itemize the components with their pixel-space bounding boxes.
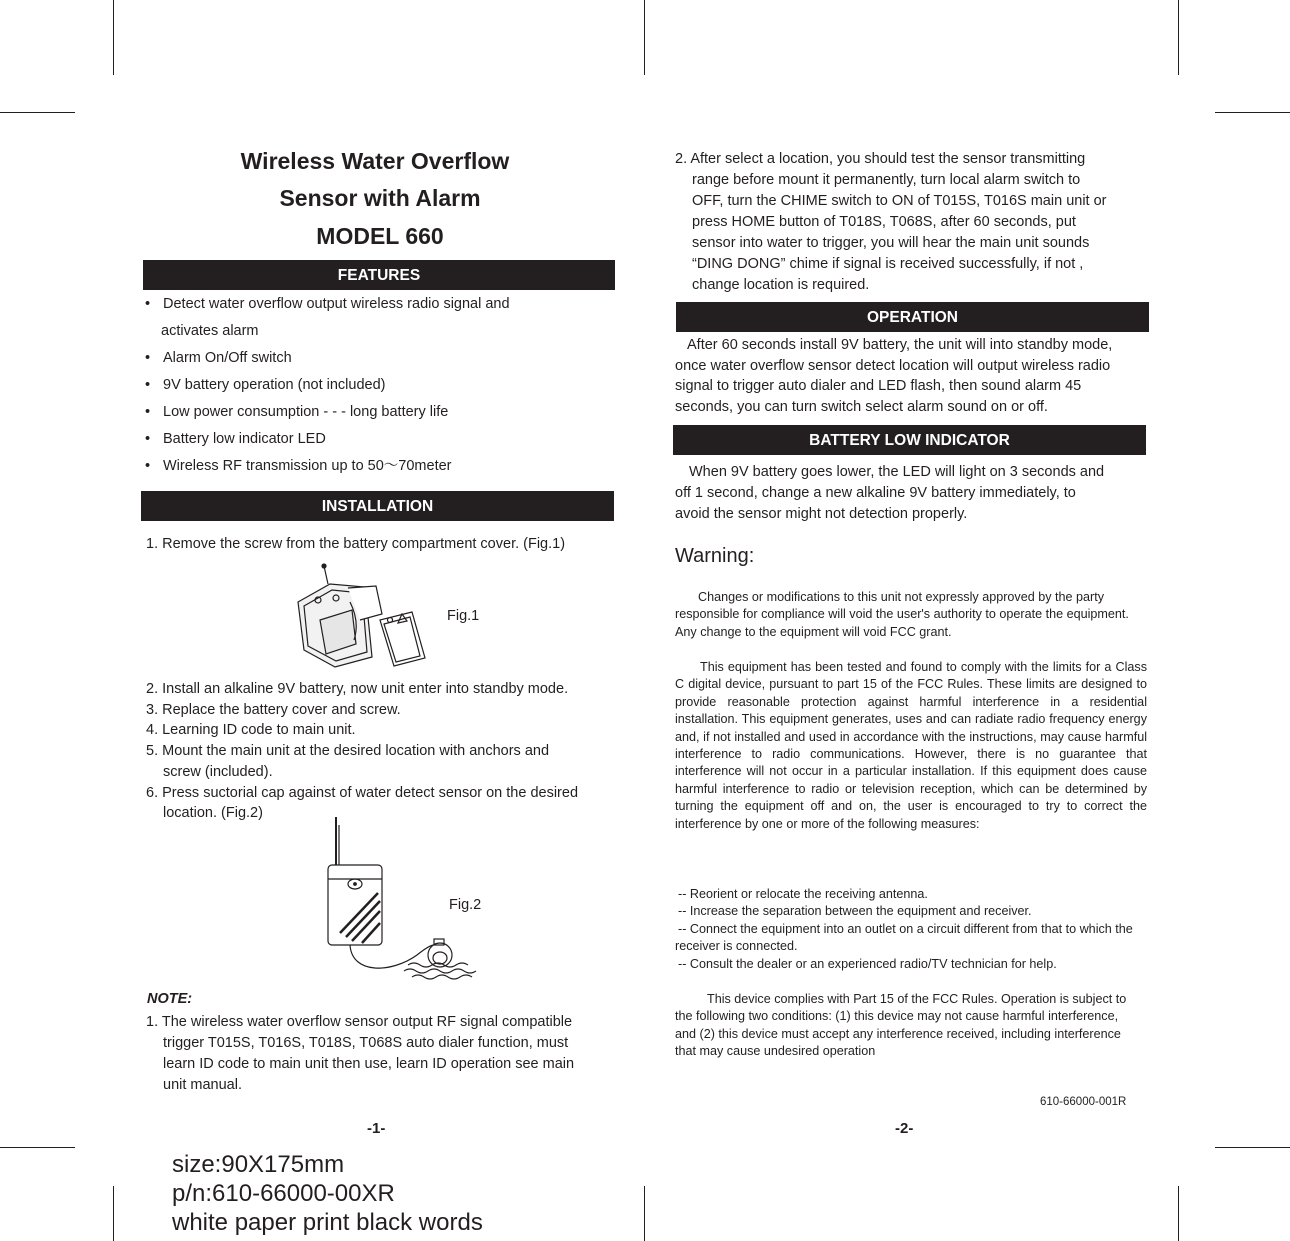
warning-paragraph-3: This device complies with Part 15 of the FCC Rules. Operation is subject to the following two conditions: (1) this device may not cause harmful interference, and (2) this device must accept any interference received, including interference that may cause undesired operation (675, 992, 1127, 1059)
installation-step: 6. Press suctorial cap against of water detect sensor on the desired (146, 784, 579, 801)
step2-line: sensor into water to trigger, you will hear the main unit sounds (692, 235, 1090, 251)
installation-step: 3. Replace the battery cover and screw. (146, 701, 401, 718)
fig1-battery-illustration (290, 562, 440, 672)
crop-mark (1215, 112, 1290, 113)
note-line: learn ID code to main unit then use, learn ID operation see main (163, 1056, 575, 1072)
operation-header: OPERATION (676, 302, 1149, 332)
operation-body (675, 335, 1155, 417)
crop-mark (0, 112, 75, 113)
step2-line: “DING DONG” chime if signal is received successfully, if not , (692, 256, 1084, 272)
feature-item: • Low power consumption - - - long battery life (145, 404, 449, 420)
operation-line: signal to trigger auto dialer and LED flash, then sound alarm 45 (675, 378, 1082, 394)
page-number-1: -1- (367, 1120, 386, 1137)
doc-title-line-3: MODEL 660 (316, 223, 444, 249)
installation-step: 4. Learning ID code to main unit. (146, 722, 356, 739)
installation-step: location. (Fig.2) (163, 805, 263, 822)
note-line: 1. The wireless water overflow sensor output RF signal compatible (146, 1014, 573, 1030)
step2-line: range before mount it permanently, turn local alarm switch to (692, 172, 1081, 188)
operation-line: once water overflow sensor detect location will output wireless radio (675, 357, 1111, 374)
measure-item: -- Consult the dealer or an experienced radio/TV technician for help. (678, 956, 1057, 971)
note-body (146, 1012, 621, 1096)
features-list (145, 294, 510, 483)
warning-heading: Warning: (675, 545, 755, 567)
measure-item: -- Connect the equipment into an outlet on a circuit different from that to which the receiver is connected. (675, 921, 1133, 954)
crop-mark (113, 1186, 114, 1241)
measure-item: -- Increase the separation between the equipment and receiver. (678, 904, 1032, 919)
installation-step: screw (included). (163, 763, 273, 780)
step2-line: press HOME button of T018S, T068S, after 60 seconds, put (692, 214, 1076, 230)
operation-line: seconds, you can turn switch select alarm sound on or off. (675, 398, 1048, 415)
print-spec (172, 1150, 483, 1237)
battery-line: off 1 second, change a new alkaline 9V battery immediately, to (675, 485, 1076, 501)
note-line: unit manual. (163, 1077, 242, 1093)
warning-paragraph-1: Changes or modifications to this unit not expressly approved by the party responsible for compliance will void the user's authority to operate the equipment. Any change to the equipment will void FCC grant. (675, 590, 1129, 639)
step2-line: change location is required. (692, 277, 870, 293)
feature-item: • 9V battery operation (not included) (145, 377, 386, 393)
page-number-2: -2- (895, 1120, 914, 1137)
warning-paragraph-2: This equipment has been tested and found to comply with the limits for a Class C digital device, pursuant to part 15 of the FCC Rules. These limits are designed to provide reasonable protection against harmful interference in a residential installation. This equipment generates, uses and can radiate radio frequency energy and, if not installed and used in accordance with the instructions, may cause harmful interference to radio communications. However, there is no guarantee that interference will not occur in a particular installation. If this equipment does cause harmful interference to radio or television reception, which can be determined by turning the equipment off and on, the user is encouraged to try to correct the interference by one or more of the following measures: (675, 660, 1147, 831)
print-spec-note: white paper print black words (172, 1209, 483, 1236)
print-spec-size: size:90X175mm (172, 1151, 345, 1178)
crop-mark (1215, 1147, 1290, 1148)
feature-item: • Detect water overflow output wireless radio signal and (145, 296, 510, 312)
features-header: FEATURES (143, 260, 615, 290)
crop-mark (1178, 0, 1179, 75)
doc-title-line-2: Sensor with Alarm (279, 185, 481, 211)
battery-low-header: BATTERY LOW INDICATOR (673, 425, 1146, 455)
feature-item: activates alarm (161, 323, 259, 339)
step2-line: 2. After select a location, you should test the sensor transmitting (675, 151, 1086, 167)
battery-line: When 9V battery goes lower, the LED will light on 3 seconds and (689, 464, 1105, 480)
note-line: trigger T015S, T016S, T018S, T068S auto dialer function, must (163, 1035, 569, 1051)
fcc-measures (675, 886, 1147, 973)
note-heading: NOTE: (147, 991, 193, 1007)
battery-low-body (675, 462, 1155, 525)
fig2-label: Fig.2 (449, 897, 482, 913)
installation-step: 5. Mount the main unit at the desired location with anchors and (146, 743, 550, 760)
installation-steps (146, 679, 621, 824)
crop-mark (644, 0, 645, 75)
battery-line: avoid the sensor might not detection properly. (675, 506, 968, 522)
part-code: 610-66000-001R (1040, 1096, 1127, 1108)
feature-item: • Wireless RF transmission up to 50～70meter (145, 458, 452, 474)
step2-line: OFF, turn the CHIME switch to ON of T015S, T016S main unit or (692, 193, 1107, 209)
installation-step-1: 1. Remove the screw from the battery compartment cover. (Fig.1) (146, 536, 566, 552)
crop-mark (1178, 1186, 1179, 1241)
fig1-label: Fig.1 (447, 608, 480, 624)
measure-item: -- Reorient or relocate the receiving antenna. (678, 887, 928, 901)
operation-line: After 60 seconds install 9V battery, the unit will into standby mode, (687, 337, 1113, 353)
print-spec-part-number: p/n:610-66000-00XR (172, 1180, 395, 1207)
feature-item: • Alarm On/Off switch (145, 350, 292, 366)
doc-title-line-1: Wireless Water Overflow (240, 148, 510, 174)
crop-mark (0, 1147, 75, 1148)
crop-mark (113, 0, 114, 75)
installation-step: 2. Install an alkaline 9V battery, now unit enter into standby mode. (146, 681, 569, 697)
installation-step-2 (675, 149, 1155, 296)
crop-mark (644, 1186, 645, 1241)
installation-header: INSTALLATION (141, 491, 614, 521)
feature-item: • Battery low indicator LED (145, 431, 326, 447)
